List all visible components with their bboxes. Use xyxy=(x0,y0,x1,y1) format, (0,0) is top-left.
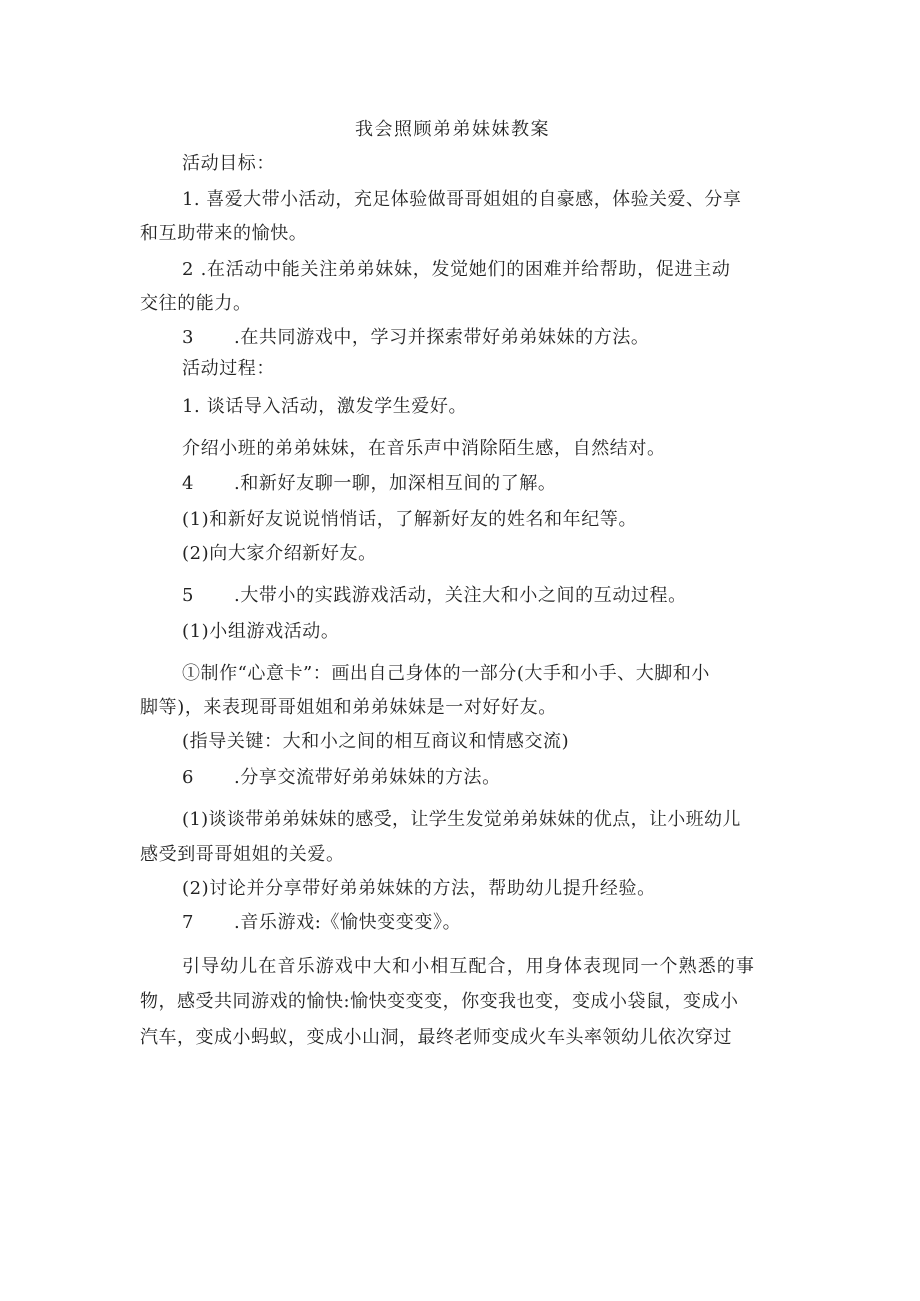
step-1: 1. 谈话导入活动，激发学生爱好。 xyxy=(182,396,468,417)
step-6-item-1-line-2: 感受到哥哥姐姐的关爱。 xyxy=(140,844,345,865)
step-5-number: 5 xyxy=(182,585,195,606)
step-7-number: 7 xyxy=(182,912,195,933)
step-4-item-1: (1)和新好友说说悄悄话，了解新好友的姓名和年纪等。 xyxy=(182,509,638,530)
step-7-text: .音乐游戏:《愉快变变变》。 xyxy=(234,912,462,933)
step-7-detail-line-3: 汽车，变成小蚂蚁，变成小山洞，最终老师变成火车头率领幼儿依次穿过 xyxy=(140,1027,732,1048)
step-5-card-line-1: ①制作“心意卡”：画出自己身体的一部分(大手和小手、大脚和小 xyxy=(182,663,710,684)
step-5-card-line-2: 脚等)，来表现哥哥姐姐和弟弟妹妹是一对好好友。 xyxy=(140,697,557,718)
objective-3-text: .在共同游戏中，学习并探索带好弟弟妹妹的方法。 xyxy=(234,327,650,348)
step-1-detail: 介绍小班的弟弟妹妹，在音乐声中消除陌生感，自然结对。 xyxy=(182,438,666,459)
step-4-text: .和新好友聊一聊，加深相互间的了解。 xyxy=(234,473,557,494)
objectives-heading: 活动目标： xyxy=(182,153,275,174)
step-5-text: .大带小的实践游戏活动，关注大和小之间的互动过程。 xyxy=(234,585,687,606)
step-5-item-1: (1)小组游戏活动。 xyxy=(182,621,340,642)
step-7-detail-line-1: 引导幼儿在音乐游戏中大和小相互配合，用身体表现同一个熟悉的事 xyxy=(182,956,755,977)
objective-3-number: 3 xyxy=(182,327,195,348)
step-6-item-1-line-1: (1)谈谈带弟弟妹妹的感受，让学生发觉弟弟妹妹的优点，让小班幼儿 xyxy=(182,809,741,830)
step-6-text: .分享交流带好弟弟妹妹的方法。 xyxy=(234,767,501,788)
step-4-number: 4 xyxy=(182,473,195,494)
step-4-item-2: (2)向大家介绍新好友。 xyxy=(182,543,377,564)
step-6-number: 6 xyxy=(182,767,195,788)
step-7-detail-line-2: 物，感受共同游戏的愉快:愉快变变变，你变我也变，变成小袋鼠，变成小 xyxy=(140,991,739,1012)
step-6-item-2: (2)讨论并分享带好弟弟妹妹的方法，帮助幼儿提升经验。 xyxy=(182,878,656,899)
objective-1-line-1: 1. 喜爱大带小活动，充足体验做哥哥姐姐的自豪感，体验关爱、分享 xyxy=(182,189,742,210)
step-5-key-note: (指导关键：大和小之间的相互商议和情感交流) xyxy=(182,731,570,752)
objective-2-line-2: 交往的能力。 xyxy=(140,293,252,314)
document-title: 我会照顾弟弟妹妹教案 xyxy=(355,119,550,140)
objective-1-line-2: 和互助带来的愉快。 xyxy=(140,223,308,244)
objective-2-line-1: 2 .在活动中能关注弟弟妹妹，发觉她们的困难并给帮助，促进主动 xyxy=(182,259,731,280)
process-heading: 活动过程： xyxy=(182,358,275,379)
